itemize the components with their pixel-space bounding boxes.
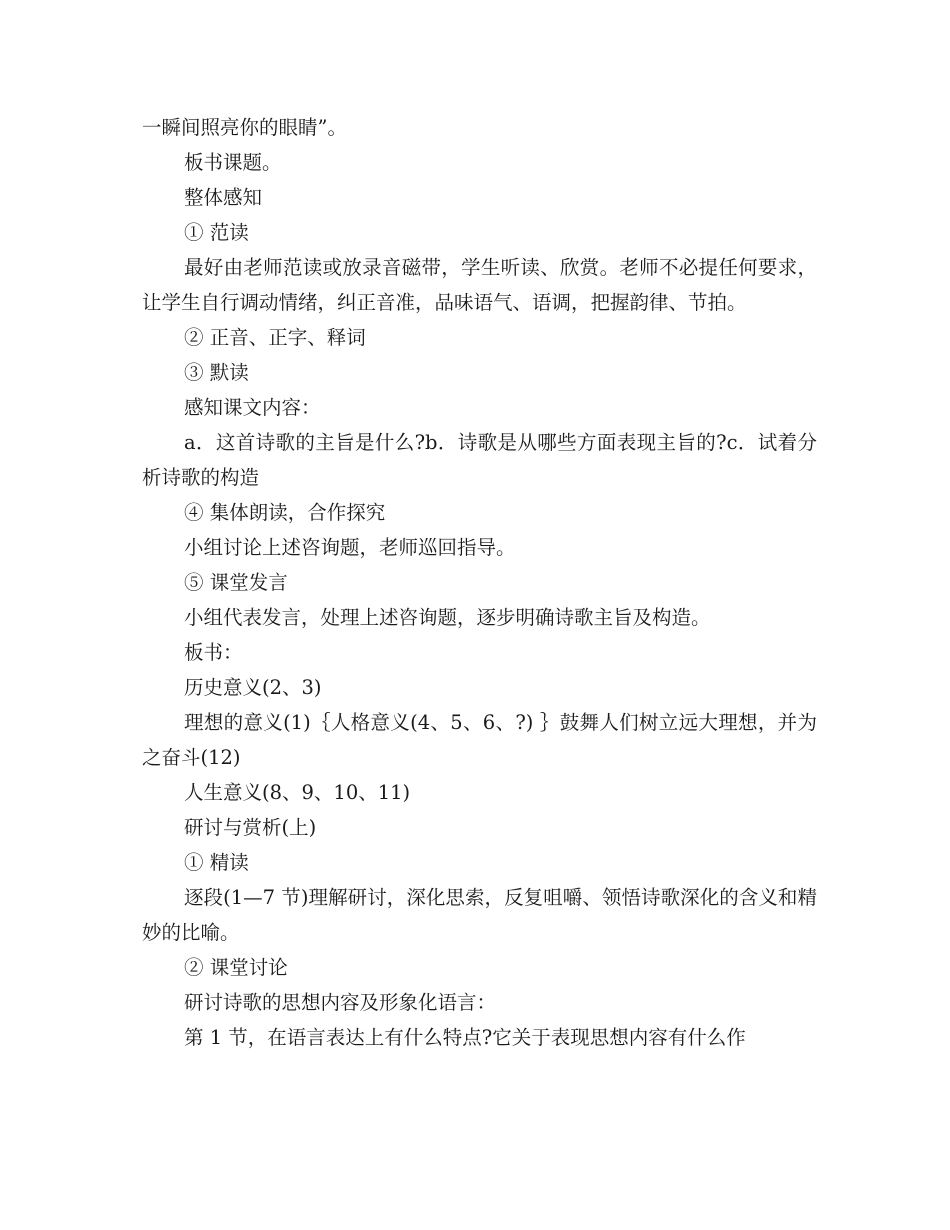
step-heading: ③ 默读: [184, 361, 249, 384]
paragraph: 历史意义(2、3): [184, 676, 322, 699]
paragraph: a．这首诗歌的主旨是什么?b．诗歌是从哪些方面表现主旨的?c．试着分析诗歌的构造: [142, 431, 817, 489]
step-heading: ① 范读: [184, 221, 249, 244]
step-heading: ② 正音、正字、释词: [184, 326, 366, 349]
step-heading: ② 课堂讨论: [184, 956, 288, 979]
paragraph: 感知课文内容：: [184, 396, 321, 419]
paragraph: 研讨诗歌的思想内容及形象化语言：: [184, 991, 497, 1014]
paragraph: 小组讨论上述咨询题，老师巡回指导。: [184, 536, 516, 559]
paragraph: 一瞬间照亮你的眼睛”。: [142, 116, 347, 139]
paragraph: 板书课题。: [184, 151, 282, 174]
paragraph: 板书：: [184, 641, 243, 664]
paragraph: 人生意义(8、9、10、11): [184, 781, 411, 804]
document-body: [142, 110, 817, 1055]
paragraph: 逐段(1—7 节)理解研讨，深化思索，反复咀嚼、领悟诗歌深化的含义和精妙的比喻。: [142, 886, 817, 944]
section-heading: 整体感知: [184, 186, 263, 209]
step-heading: ① 精读: [184, 851, 249, 874]
paragraph: 第 1 节，在语言表达上有什么特点?它关于表现思想内容有什么作: [184, 1026, 746, 1049]
paragraph: 理想的意义(1)｛人格意义(4、5、6、?) ｝鼓舞人们树立远大理想，并为之奋斗(12): [142, 711, 817, 769]
step-heading: ⑤ 课堂发言: [184, 571, 288, 594]
paragraph: 最好由老师范读或放录音磁带，学生听读、欣赏。老师不必提任何要求，让学生自行调动情绪，纠正音准，品味语气、语调，把握韵律、节拍。: [142, 256, 817, 314]
section-heading: 研讨与赏析(上): [184, 816, 317, 839]
paragraph: 小组代表发言，处理上述咨询题，逐步明确诗歌主旨及构造。: [184, 606, 711, 629]
step-heading: ④ 集体朗读，合作探究: [184, 501, 386, 524]
